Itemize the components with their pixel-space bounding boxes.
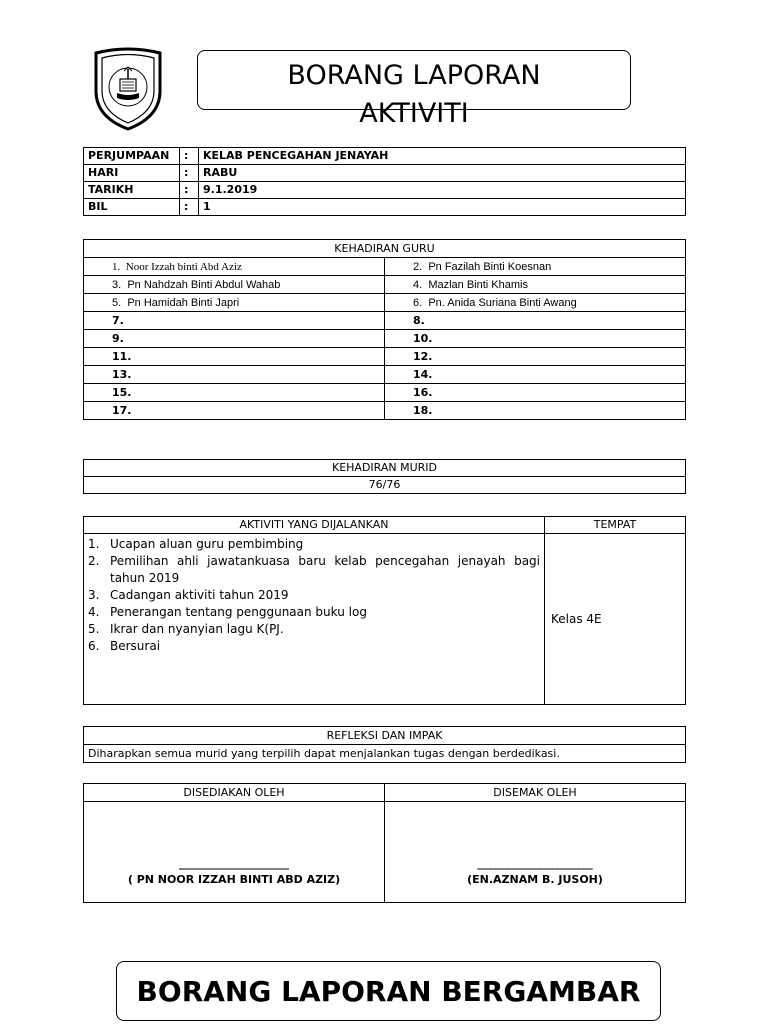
teacher-cell: 9. [84,330,385,348]
checked-by-title: DISEMAK OLEH [385,784,686,802]
activity-item: 4. Penerangan tentang penggunaan buku log [88,605,367,619]
info-row [84,148,686,165]
activity-item: 5. Ikrar dan nyanyian lagu K(PJ. [88,622,284,636]
teacher-row [84,276,686,294]
teacher-row [84,294,686,312]
checked-by-name: (EN.AZNAM B. JUSOH) [467,873,603,886]
teacher-cell: 12. [385,348,686,366]
teacher-cell: 11. [84,348,385,366]
activity-list-cell [84,534,545,705]
teacher-cell: 13. [84,366,385,384]
prepared-by-cell [84,802,385,903]
teacher-cell: 7. [84,312,385,330]
activity-table [83,516,686,705]
prepared-by-title: DISEDIAKAN OLEH [84,784,385,802]
info-value: 9.1.2019 [199,182,686,199]
teacher-row [84,330,686,348]
meeting-info-table [83,147,686,216]
checked-by-cell [385,802,686,903]
teacher-row [84,348,686,366]
teacher-cell: 4. Mazlan Binti Khamis [385,276,686,294]
venue-value: Kelas 4E [545,534,686,705]
teacher-row [84,384,686,402]
teacher-row [84,366,686,384]
info-sep: : [180,165,199,182]
info-label: TARIKH [84,182,180,199]
teacher-attendance-title: KEHADIRAN GURU [84,240,686,258]
teacher-cell: 6. Pn. Anida Suriana Binti Awang [385,294,686,312]
info-sep: : [180,199,199,216]
teacher-cell: 1. Noor Izzah binti Abd Aziz [84,258,385,276]
teacher-cell: 2. Pn Fazilah Binti Koesnan [385,258,686,276]
teacher-attendance-table [83,239,686,420]
activity-item: 2. Pemilihan ahli jawatankuasa baru kelab pencegahan jenayah bagi tahun 2019 [88,554,540,585]
reflection-table [83,726,686,763]
student-attendance-title: KEHADIRAN MURID [84,460,686,477]
reflection-title: REFLEKSI DAN IMPAK [84,727,686,745]
activity-item: 1. Ucapan aluan guru pembimbing [88,537,304,551]
student-attendance-table [83,459,686,494]
teacher-row [84,258,686,276]
teacher-row [84,312,686,330]
checked-signature-line: _____________________ [477,857,593,870]
title-line-1: BORANG LAPORAN [287,60,541,91]
activity-title: AKTIVITI YANG DIJALANKAN [84,517,545,534]
photo-report-title: BORANG LAPORAN BERGAMBAR [136,975,641,1008]
info-value: RABU [199,165,686,182]
signature-table [83,783,686,903]
student-attendance-value: 76/76 [84,477,686,494]
teacher-cell: 8. [385,312,686,330]
teacher-cell: 10. [385,330,686,348]
teacher-cell: 15. [84,384,385,402]
teacher-row [84,402,686,420]
venue-title: TEMPAT [545,517,686,534]
info-sep: : [180,182,199,199]
teacher-cell: 14. [385,366,686,384]
activity-list [84,534,544,655]
teacher-cell: 16. [385,384,686,402]
info-value: 1 [199,199,686,216]
activity-item: 6. Bersurai [88,639,161,653]
prepared-signature-line: ____________________ [179,857,289,870]
teacher-cell: 17. [84,402,385,420]
info-row [84,165,686,182]
page-title [198,57,630,133]
prepared-by-name: ( PN NOOR IZZAH BINTI ABD AZIZ) [127,873,341,886]
teacher-cell: 18. [385,402,686,420]
info-row [84,199,686,216]
photo-report-title-box [116,961,661,1021]
title-box [197,50,631,129]
title-line-2: AKTIVITI [359,98,469,129]
info-label: PERJUMPAAN [84,148,180,165]
activity-item: 3. Cadangan aktiviti tahun 2019 [88,588,289,602]
school-logo [90,47,166,131]
info-label: HARI [84,165,180,182]
info-sep: : [180,148,199,165]
reflection-text: Diharapkan semua murid yang terpilih dapat menjalankan tugas dengan berdedikasi. [84,745,686,763]
teacher-cell: 5. Pn Hamidah Binti Japri [84,294,385,312]
info-row [84,182,686,199]
info-value: KELAB PENCEGAHAN JENAYAH [199,148,686,165]
teacher-cell: 3. Pn Nahdzah Binti Abdul Wahab [84,276,385,294]
info-label: BIL [84,199,180,216]
